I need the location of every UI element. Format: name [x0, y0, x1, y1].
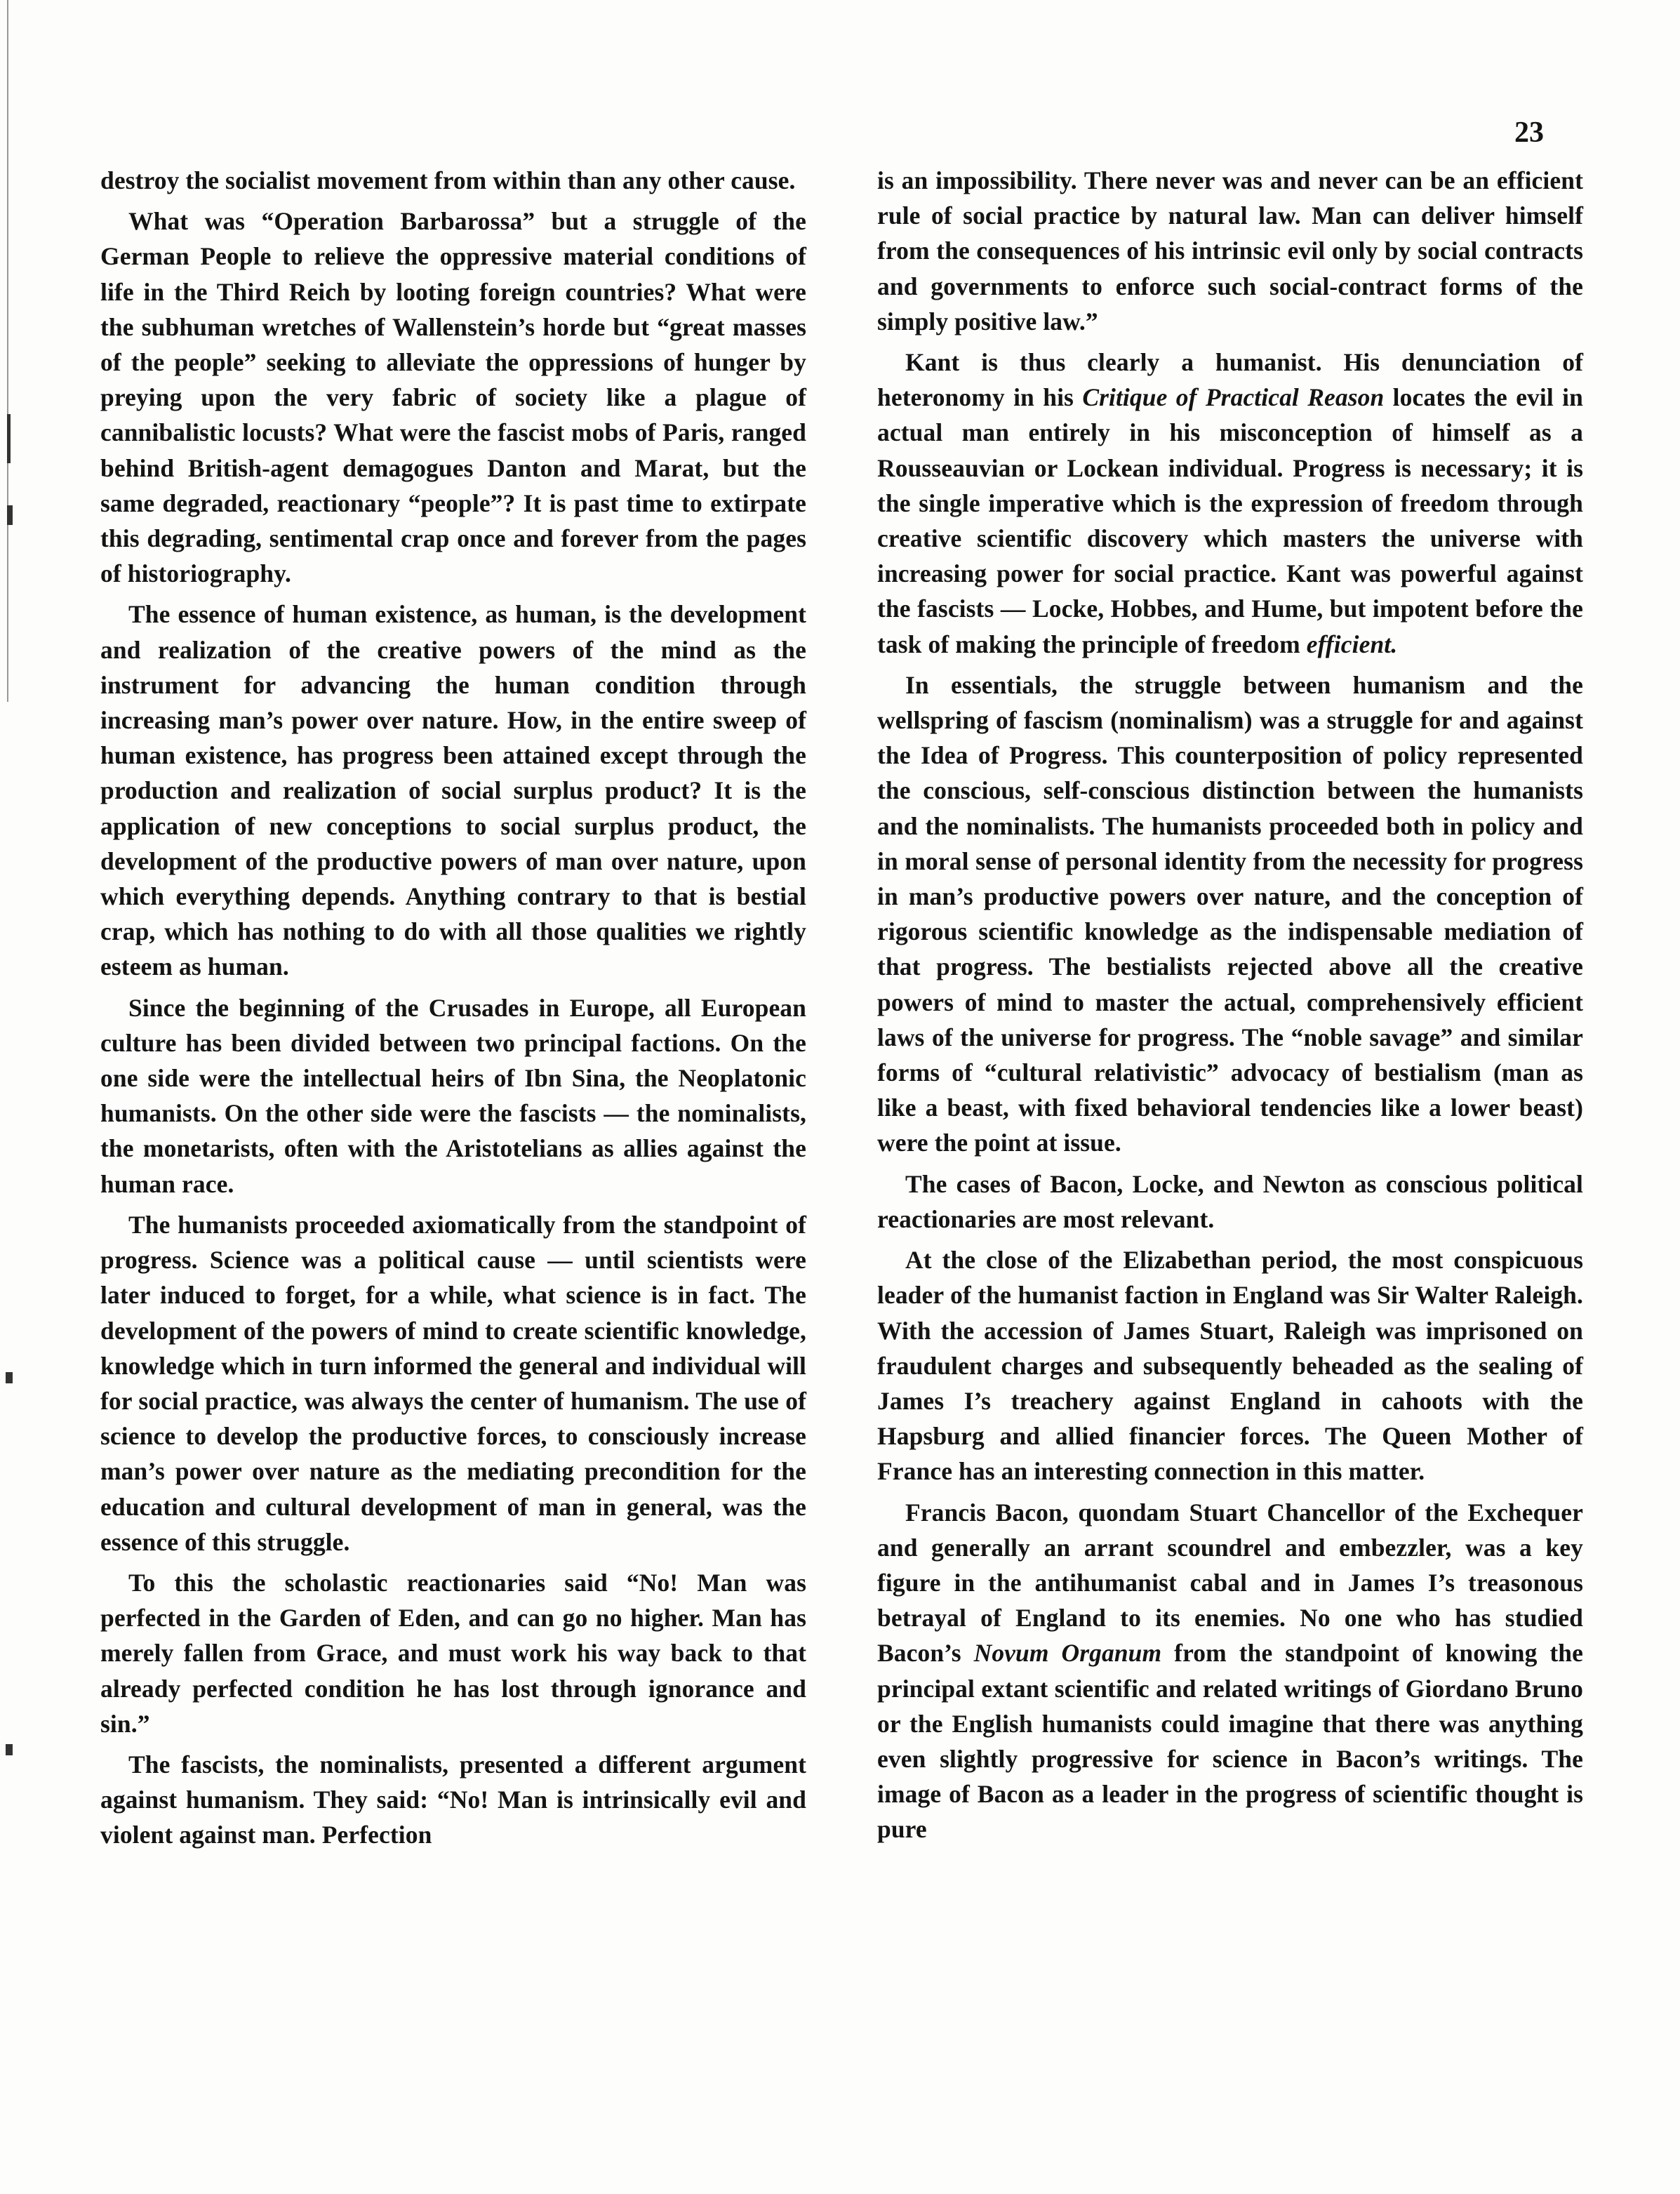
- text-run: Kant is thus clearly a humanist. His denunciation of heteronomy in his: [877, 348, 1583, 412]
- scan-margin-mark: [6, 1372, 13, 1383]
- paragraph: The humanists proceeded axiomatically from the standpoint of progress. Science was a political cause — until scientists were later induced to forget, for a while, what science is in fact. The development of the powers of mind to create scientific knowledge, knowledge which in turn informed the general and individual will for social practice, was always the center of humanism. The use of science to develop the productive forces, to consciously increase man’s power over nature as the mediating precondition for the education and cultural development of man in general, was the essence of this struggle.: [100, 1210, 806, 1556]
- paragraph: The cases of Bacon, Locke, and Newton as conscious political reactionaries are most relevant.: [877, 1169, 1583, 1233]
- left-column: [100, 163, 806, 1859]
- italic-title: Novum Organum: [973, 1639, 1162, 1668]
- italic-title: efficient.: [1306, 630, 1398, 658]
- scan-margin-mark: [6, 1744, 13, 1755]
- paragraph: At the close of the Elizabethan period, the most conspicuous leader of the humanist faction in England was Sir Walter Raleigh. With the accession of James Stuart, Raleigh was imprisoned on fraudulent charges and subsequently beheaded as the sealing of James I’s treachery against England in cahoots with the Hapsburg and allied financier forces. The Queen Mother of France has an interesting connection in this matter.: [877, 1246, 1583, 1486]
- paragraph: [877, 345, 1583, 662]
- paragraph: Since the beginning of the Crusades in Europe, all European culture has been divided between two principal factions. On the one side were the intellectual heirs of Ibn Sina, the Neoplatonic humanists. On the other side were the fascists — the nominalists, the monetarists, often with the Aristotelians as allies against the human race.: [100, 993, 806, 1198]
- paragraph: To this the scholastic reactionaries said “No! Man was perfected in the Garden of Eden, and can go no higher. Man has merely fallen from Grace, and must work his way back to that already perfected condition he has lost through ignorance and sin.”: [100, 1568, 806, 1738]
- page-number: 23: [1514, 117, 1544, 149]
- paragraph: destroy the socialist movement from within than any other cause.: [100, 166, 796, 194]
- text-run: from the standpoint of knowing the principal extant scientific and related writings of Giordano Bruno or the English humanists could imagine that there was anything even slightly progressive for science in Bacon’s writings. The image of Bacon as a leader in the progress of scientific thought is pure: [877, 1639, 1583, 1844]
- text-run: Francis Bacon, quondam Stuart Chancellor of the Exchequer and generally an arrant scoundrel and embezzler, was a key figure in the antihumanist cabal and in James I’s treasonous betrayal of England to its enemies. No one who has studied Bacon’s: [877, 1498, 1583, 1668]
- right-column: [877, 163, 1583, 1853]
- paragraph: What was “Operation Barbarossa” but a struggle of the German People to relieve the oppressive material conditions of life in the Third Reich by looting foreign countries? What were the subhuman wretches of Wallenstein’s horde but “great masses of the people” seeking to alleviate the oppressions of hunger by preying upon the very fabric of society like a plague of cannibalistic locusts? What were the fascist mobs of Paris, ranged behind British-agent demagogues Danton and Marat, but the same degraded, reactionary “people”? It is past time to extirpate this degrading, sentimental crap once and forever from the pages of historiography.: [100, 207, 806, 588]
- paragraph: The essence of human existence, as human, is the development and realization of the creative powers of the mind as the instrument for advancing the human condition through increasing man’s power over nature. How, in the entire sweep of human existence, has progress been attained except through the production and realization of social surplus product? It is the application of new conceptions to social surplus product, the development of the productive powers of man over nature, upon which everything depends. Anything contrary to that is bestial crap, which has nothing to do with all those qualities we rightly esteem as human.: [100, 600, 806, 981]
- paragraph: is an impossibility. There never was and never can be an efficient rule of social practice by natural law. Man can deliver himself from the consequences of his intrinsic evil only by social contracts and governments to enforce such social-contract forms of the simply positive law.”: [877, 166, 1583, 335]
- paragraph: In essentials, the struggle between humanism and the wellspring of fascism (nominalism) was a struggle for and against the Idea of Progress. This counterposition of policy represented the conscious, self-conscious distinction between the humanists and the nominalists. The humanists proceeded both in policy and in moral sense of personal identity from the necessity for progress in man’s productive powers over nature, and the conception of rigorous scientific knowledge as the indispensable mediation of that progress. The bestialists rejected above all the creative powers of mind to master the actual, comprehensively efficient laws of the universe for progress. The “noble savage” and similar forms of “cultural relativistic” advocacy of bestialism (man as like a beast, with fixed behavioral tendencies like a lower beast) were the point at issue.: [877, 670, 1583, 1157]
- paragraph: The fascists, the nominalists, presented a different argument against humanism. They said: “No! Man is intrinsically evil and violent against man. Perfection: [100, 1750, 806, 1849]
- text-run: locates the evil in actual man entirely in his misconception of himself as a Rousseauvian or Lockean individual. Progress is necessary; it is the single imperative which is the expression of freedom through creative scientific discovery which masters the universe with increasing power for social practice. Kant was powerful against the fascists — Locke, Hobbes, and Hume, but impotent before the task of making the principle of freedom: [877, 383, 1583, 658]
- scan-margin-line: [7, 0, 8, 702]
- italic-title: Critique of Practical Reason: [1082, 383, 1385, 412]
- paragraph: [877, 1495, 1583, 1847]
- scan-margin-mark: [7, 505, 13, 525]
- scan-margin-mark: [7, 414, 11, 463]
